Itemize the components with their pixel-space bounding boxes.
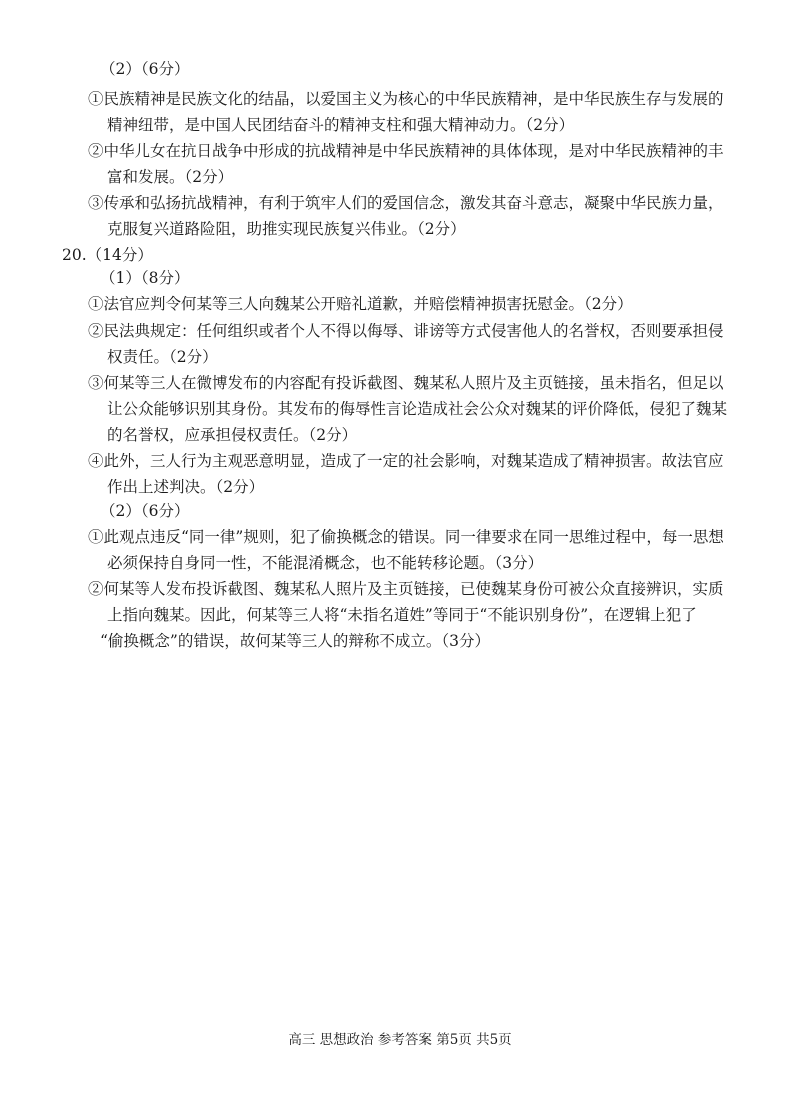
- q20-part1-point4-line1: ④此外，三人行为主观恶意明显，造成了一定的社会影响，对魏某造成了精神损害。故法官应: [88, 452, 724, 470]
- q19-part2-header: （2）（6分）: [100, 60, 190, 78]
- q20-part2-point2-line3: “偷换概念”的错误，故何某等三人的辩称不成立。（3分）: [100, 632, 490, 650]
- q20-part1-header: （1）（8分）: [100, 269, 190, 287]
- q20-part1-point3-line3: 的名誉权，应承担侵权责任。（2分）: [107, 426, 358, 444]
- q19-part2-point1-line2: 精神纽带，是中国人民团结奋斗的精神支柱和强大精神动力。（2分）: [107, 116, 575, 134]
- q19-part2-point2-line1: ②中华儿女在抗日战争中形成的抗战精神是中华民族精神的具体体现，是对中华民族精神的丰: [88, 142, 724, 160]
- q19-part2-point3-line1: ③传承和弘扬抗战精神，有利于筑牢人们的爱国信念，激发其奋斗意志，凝聚中华民族力量，: [88, 194, 724, 212]
- page-footer: 高三 思想政治 参考答案 第5页 共5页: [288, 1032, 512, 1048]
- q20-part2-point2-line1: ②何某等人发布投诉截图、魏某私人照片及主页链接，已使魏某身份可被公众直接辨识，实质: [88, 580, 724, 598]
- q19-part2-point3-line2: 克服复兴道路险阻，助推实现民族复兴伟业。（2分）: [107, 220, 466, 238]
- q20-part2-point2-line2: 上指向魏某。因此，何某等三人将“未指名道姓”等同于“不能识别身份”，在逻辑上犯了: [107, 606, 697, 624]
- q20-part1-point2-line1: ②民法典规定：任何组织或者个人不得以侮辱、诽谤等方式侵害他人的名誉权，否则要承担侵: [88, 322, 724, 340]
- q20-part1-point1-line1: ①法官应判令何某等三人向魏某公开赔礼道歉，并赔偿精神损害抚慰金。（2分）: [88, 295, 633, 313]
- q20-part2-header: （2）（6分）: [100, 502, 190, 520]
- q20-part2-point1-line2: 必须保持自身同一性，不能混淆概念，也不能转移论题。（3分）: [107, 554, 544, 572]
- q20-part1-point2-line2: 权责任。（2分）: [107, 348, 218, 366]
- q20-part1-point3-line2: 让公众能够识别其身份。其发布的侮辱性言论造成社会公众对魏某的评价降低，侵犯了魏某: [107, 400, 728, 418]
- q20-part2-point1-line1: ①此观点违反“同一律”规则，犯了偷换概念的错误。同一律要求在同一思维过程中，每一思想: [88, 528, 724, 546]
- q20-header: 20.（14分）: [62, 246, 153, 264]
- q20-part1-point3-line1: ③何某等三人在微博发布的内容配有投诉截图、魏某私人照片及主页链接，虽未指名，但足以: [88, 374, 724, 392]
- q20-part1-point4-line2: 作出上述判决。（2分）: [107, 478, 265, 496]
- q19-part2-point2-line2: 富和发展。（2分）: [107, 168, 234, 186]
- q19-part2-point1-line1: ①民族精神是民族文化的结晶，以爱国主义为核心的中华民族精神，是中华民族生存与发展的: [88, 90, 724, 108]
